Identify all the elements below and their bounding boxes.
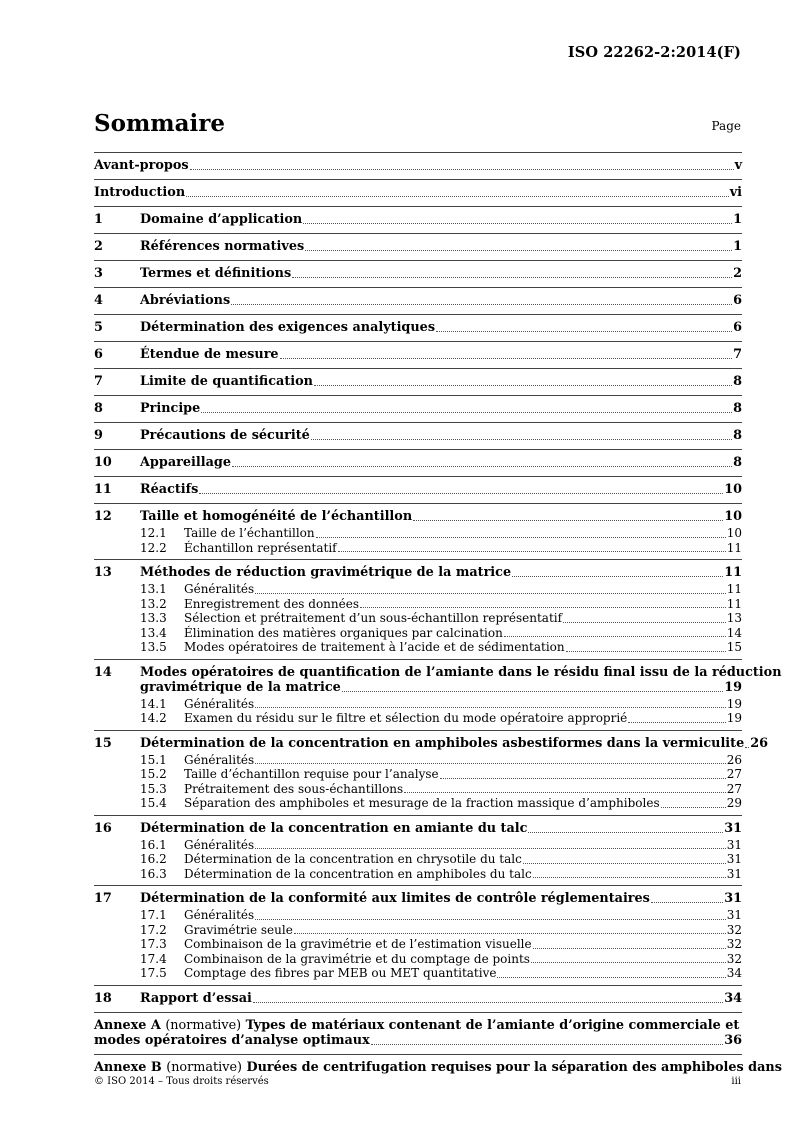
toc-entry-page: 8 [733, 401, 742, 416]
toc-section [94, 288, 742, 314]
toc-entry-number: 1 [94, 212, 103, 227]
toc-entry[interactable] [94, 986, 742, 1008]
toc-leader [253, 1002, 723, 1003]
toc-subentry-number: 15.4 [140, 796, 167, 810]
toc-leader [255, 848, 726, 849]
document-reference: ISO 22262-2:2014(F) [567, 44, 741, 61]
toc-section [94, 660, 782, 730]
toc-section [94, 731, 769, 815]
toc-entry[interactable] [94, 660, 782, 680]
toc-entry-page: 26 [750, 735, 769, 751]
toc-subentry[interactable] [94, 640, 742, 655]
toc-entry-page: 31 [724, 891, 742, 906]
toc-subentry-page: 31 [726, 866, 742, 881]
toc-subentry[interactable] [94, 838, 742, 853]
toc-subentry[interactable] [94, 597, 742, 612]
toc-entry-label: Rapport d’essai [140, 990, 252, 1006]
toc-subentry[interactable] [94, 541, 742, 556]
toc-subentry-page: 31 [726, 908, 742, 922]
toc-subentry-page: 19 [726, 711, 742, 725]
toc-subentry-label: Comptage des fibres par MEB ou MET quantitative [184, 966, 497, 980]
toc-section [94, 342, 742, 368]
toc-entry-label: Détermination de la conformité aux limites de contrôle réglementaires [140, 891, 650, 906]
toc-entry[interactable] [94, 153, 742, 175]
toc-subentry-page: 14 [726, 625, 742, 640]
toc-leader [404, 792, 726, 793]
toc-subentry-number: 13.3 [140, 611, 167, 625]
toc-leader [338, 551, 726, 552]
toc-section [94, 396, 742, 422]
toc-section [94, 369, 742, 395]
toc-entry-number: 4 [94, 293, 103, 308]
toc-subentry-number: 16.2 [140, 852, 167, 866]
toc-subentry-page: 31 [726, 852, 742, 866]
toc-leader [661, 807, 726, 808]
toc-leader [255, 919, 726, 920]
toc-leader [255, 763, 726, 764]
toc-leader [504, 636, 726, 637]
toc-subentry-number: 17.3 [140, 937, 167, 951]
toc-leader [531, 962, 726, 963]
toc-entry-label: Avant-propos [94, 158, 189, 173]
toc-leader [292, 277, 732, 278]
toc-subentry-page: 29 [726, 796, 742, 810]
toc-leader [294, 933, 726, 934]
toc-subentry-number: 17.1 [140, 908, 167, 922]
toc-subentry[interactable] [94, 697, 742, 712]
toc-section [94, 560, 742, 659]
toc-annex [94, 1055, 782, 1079]
toc-entry-page: 8 [733, 455, 742, 470]
toc-entry[interactable] [94, 423, 742, 445]
toc-subentry-number: 12.2 [140, 540, 167, 555]
toc-subentry-label: Prétraitement des sous-échantillons [184, 781, 404, 796]
toc-entry-label: Taille et homogénéité de l’échantillon [140, 509, 413, 524]
toc-entry-number: 9 [94, 428, 103, 443]
toc-subentry-page: 32 [726, 937, 742, 951]
toc-subentry[interactable] [94, 753, 742, 768]
toc-entry[interactable] [94, 261, 742, 283]
toc-subentry-label: Échantillon représentatif [184, 540, 337, 555]
toc-leader [190, 169, 734, 170]
toc-subentry-label: Généralités [184, 696, 255, 711]
toc-subentry-page: 19 [726, 696, 742, 711]
toc-entry-page: 31 [724, 820, 742, 836]
toc-subentry-number: 13.2 [140, 596, 167, 611]
toc-subentry-number: 12.1 [140, 526, 167, 540]
toc-subentry-label: Combinaison de la gravimétrie et du comptage de points [184, 951, 530, 966]
toc-leader [440, 778, 726, 779]
toc-entry[interactable] [94, 207, 742, 229]
toc-section [94, 261, 742, 287]
toc-subentry-number: 17.5 [140, 966, 167, 980]
toc-entry-page: 6 [733, 293, 742, 308]
toc-subentry[interactable] [94, 611, 742, 626]
toc-subentry-number: 17.2 [140, 922, 167, 937]
toc-leader [497, 977, 725, 978]
toc-entry-number: 16 [94, 820, 112, 836]
toc-subentry-label: Modes opératoires de traitement à l’acide et de sédimentation [184, 640, 565, 654]
toc-subentry-page: 34 [726, 966, 742, 980]
toc-entry-page: 6 [733, 320, 742, 335]
toc-entry-label: Détermination de la concentration en amiante du talc [140, 820, 528, 836]
toc-entry-number: 7 [94, 374, 103, 389]
toc-entry-number: 10 [94, 455, 112, 470]
toc-entry-page: 1 [733, 212, 742, 227]
toc-section [94, 234, 742, 260]
toc-entry-number: 2 [94, 239, 103, 254]
toc-entry-continued[interactable] [94, 680, 742, 697]
toc-section [94, 816, 742, 886]
toc-subentry-number: 16.1 [140, 837, 167, 852]
toc-entry-label: Méthodes de réduction gravimétrique de la matrice [140, 565, 512, 580]
toc-entry-number: 11 [94, 482, 112, 497]
toc-entry-number: 6 [94, 347, 103, 362]
toc-entry-label: Références normatives [140, 239, 305, 254]
toc-section [94, 477, 742, 503]
toc-entry-label: Précautions de sécurité [140, 428, 310, 443]
toc-entry-label: Domaine d’application [140, 212, 303, 227]
toc-subentry-label: Sélection et prétraitement d’un sous-échantillon représentatif [184, 611, 563, 625]
toc-leader [303, 223, 732, 224]
toc-subentry-page: 31 [726, 837, 742, 852]
toc-annex-entry[interactable] [94, 1055, 782, 1075]
toc-leader [342, 691, 723, 692]
annex-title-continued: modes opératoires d’analyse optimaux [94, 1032, 370, 1048]
toc-entry-label: Réactifs [140, 482, 199, 497]
toc-entry-number: 8 [94, 401, 103, 416]
toc-entry-page: 11 [724, 565, 742, 580]
toc-leader [628, 722, 725, 723]
toc-subentry-number: 13.5 [140, 640, 167, 654]
toc-entry-label: Introduction [94, 185, 186, 200]
toc-leader [231, 304, 732, 305]
toc-entry-page: 7 [733, 347, 742, 362]
page-title: Sommaire [94, 110, 226, 137]
toc-entry-number: 3 [94, 266, 103, 281]
toc-subentry[interactable] [94, 526, 742, 541]
toc-entry-label-continued: gravimétrique de la matrice [140, 679, 341, 695]
toc-subentry[interactable] [94, 796, 742, 811]
toc-annex [94, 1013, 742, 1054]
toc-subentry-label: Détermination de la concentration en amphiboles du talc [184, 866, 532, 881]
toc-subentry-label: Généralités [184, 837, 255, 852]
toc-entry[interactable] [94, 504, 742, 526]
toc-subentry-number: 15.3 [140, 781, 167, 796]
toc-entry[interactable] [94, 477, 742, 499]
toc-subentry-label: Taille d’échantillon requise pour l’analyse [184, 767, 439, 781]
toc-entry-number: 18 [94, 990, 112, 1006]
toc-subentry[interactable] [94, 923, 742, 938]
toc-entry[interactable] [94, 731, 769, 753]
toc-subentry[interactable] [94, 582, 742, 597]
toc-annex-entry-continued[interactable] [94, 1033, 742, 1050]
table-of-contents [94, 152, 782, 1079]
toc-section [94, 423, 742, 449]
toc-leader [201, 412, 732, 413]
toc-subentry[interactable] [94, 908, 742, 923]
toc-subentry-label: Enregistrement des données [184, 596, 359, 611]
toc-subentry-page: 11 [726, 596, 742, 611]
toc-subentry-number: 16.3 [140, 866, 167, 881]
toc-entry-label: Limite de quantification [140, 374, 313, 389]
toc-entry-label: Termes et définitions [140, 266, 292, 281]
toc-entry[interactable] [94, 234, 742, 256]
toc-annex-label [94, 1018, 739, 1033]
toc-subentry[interactable] [94, 952, 742, 967]
toc-leader [232, 466, 732, 467]
toc-section [94, 207, 742, 233]
toc-entry[interactable] [94, 315, 742, 337]
toc-entry-page: 34 [724, 990, 742, 1006]
toc-entry[interactable] [94, 288, 742, 310]
toc-entry-page: 8 [733, 428, 742, 443]
toc-entry-label: Étendue de mesure [140, 347, 279, 362]
footer-page-number: iii [731, 1076, 741, 1087]
toc-section [94, 315, 742, 341]
toc-entry-page: vi [729, 185, 742, 200]
footer-copyright: © ISO 2014 – Tous droits réservés [94, 1076, 269, 1087]
toc-subentry-label: Détermination de la concentration en chrysotile du talc [184, 852, 522, 866]
toc-subentry-label: Séparation des amphiboles et mesurage de la fraction massique d’amphiboles [184, 796, 660, 810]
toc-leader [186, 196, 729, 197]
toc-leader [255, 707, 726, 708]
toc-entry-label: Détermination de la concentration en amphiboles asbestiformes dans la vermiculite [140, 735, 745, 751]
toc-subentry-label: Généralités [184, 908, 255, 922]
toc-leader [305, 250, 732, 251]
toc-section [94, 986, 742, 1012]
toc-leader [280, 358, 733, 359]
toc-entry-number: 13 [94, 565, 112, 580]
toc-leader [311, 439, 732, 440]
toc-subentry-label: Taille de l’échantillon [184, 526, 315, 540]
toc-entry-number: 15 [94, 735, 112, 751]
toc-subentry-page: 13 [726, 611, 742, 625]
toc-subentry[interactable] [94, 711, 742, 726]
toc-subentry[interactable] [94, 767, 742, 782]
toc-annex-page: 36 [724, 1032, 742, 1048]
toc-entry[interactable] [94, 396, 742, 418]
toc-subentry[interactable] [94, 626, 742, 641]
toc-entry-page: v [734, 158, 742, 173]
toc-leader [651, 902, 723, 903]
toc-leader [436, 331, 732, 332]
toc-entry[interactable] [94, 816, 742, 838]
toc-subentry[interactable] [94, 867, 742, 882]
toc-entry-label: Appareillage [140, 455, 231, 470]
toc-subentry-page: 11 [726, 582, 742, 596]
toc-subentry-page: 10 [726, 526, 742, 540]
toc-section [94, 450, 742, 476]
toc-entry-number: 17 [94, 891, 112, 906]
toc-leader [528, 832, 723, 833]
toc-subentry-number: 13.1 [140, 582, 167, 596]
toc-entry-page: 10 [724, 482, 742, 497]
annex-prefix: Annexe B [94, 1059, 162, 1075]
toc-entry-label: Détermination des exigences analytiques [140, 320, 436, 335]
annex-kind: (normative) [165, 1017, 242, 1033]
toc-subentry-number: 15.2 [140, 767, 167, 781]
toc-leader [523, 863, 726, 864]
toc-subentry-page: 32 [726, 922, 742, 937]
toc-entry-page: 10 [724, 509, 742, 524]
toc-leader [413, 520, 723, 521]
toc-subentry-number: 13.4 [140, 625, 167, 640]
toc-section [94, 504, 742, 559]
toc-entry-page: 19 [724, 679, 742, 695]
toc-entry[interactable] [94, 369, 742, 391]
toc-subentry-label: Examen du résidu sur le filtre et sélection du mode opératoire approprié [184, 711, 628, 725]
toc-subentry-label: Généralités [184, 582, 255, 596]
toc-entry-number: 14 [94, 664, 112, 680]
toc-subentry-label: Combinaison de la gravimétrie et de l’estimation visuelle [184, 937, 532, 951]
toc-entry-label: Modes opératoires de quantification de l’amiante dans le résidu final issu de la réduction [140, 664, 782, 680]
toc-subentry-number: 15.1 [140, 752, 167, 767]
toc-subentry-page: 27 [726, 767, 742, 781]
toc-entry-number: 12 [94, 509, 112, 524]
toc-leader [314, 385, 732, 386]
toc-leader [360, 607, 726, 608]
toc-entry-page: 2 [733, 266, 742, 281]
toc-leader [512, 576, 723, 577]
toc-subentry-number: 17.4 [140, 951, 167, 966]
toc-annex-entry[interactable] [94, 1013, 742, 1033]
toc-subentry-page: 26 [726, 752, 742, 767]
toc-entry-label: Abréviations [140, 293, 231, 308]
toc-leader [316, 537, 726, 538]
toc-subentry[interactable] [94, 782, 742, 797]
toc-subentry[interactable] [94, 966, 742, 981]
toc-subentry-label: Généralités [184, 752, 255, 767]
toc-leader [533, 948, 726, 949]
toc-entry[interactable] [94, 180, 742, 202]
toc-section [94, 180, 742, 206]
toc-entry-label: Principe [140, 401, 201, 416]
toc-subentry-page: 11 [726, 540, 742, 555]
toc-annex-label [94, 1060, 782, 1075]
toc-subentry-number: 14.2 [140, 711, 167, 725]
toc-subentry-label: Élimination des matières organiques par calcination [184, 625, 503, 640]
toc-subentry[interactable] [94, 852, 742, 867]
annex-kind: (normative) [166, 1059, 243, 1075]
annex-prefix: Annexe A [94, 1017, 161, 1033]
toc-subentry-number: 14.1 [140, 696, 167, 711]
toc-leader [563, 622, 726, 623]
toc-entry[interactable] [94, 886, 742, 908]
annex-title: Types de matériaux contenant de l’amiante d’origine commerciale et [245, 1017, 740, 1033]
toc-subentry-page: 32 [726, 951, 742, 966]
page-column-label: Page [711, 119, 741, 133]
toc-subentry[interactable] [94, 937, 742, 952]
toc-entry[interactable] [94, 342, 742, 364]
toc-entry-number: 5 [94, 320, 103, 335]
toc-leader [533, 877, 726, 878]
toc-entry[interactable] [94, 450, 742, 472]
toc-entry-page: 8 [733, 374, 742, 389]
toc-entry[interactable] [94, 560, 742, 582]
toc-subentry-page: 15 [726, 640, 742, 654]
toc-leader [199, 493, 723, 494]
annex-title: Durées de centrifugation requises pour la séparation des amphiboles dans [246, 1059, 782, 1075]
toc-leader [255, 593, 726, 594]
toc-leader [745, 747, 749, 748]
toc-subentry-page: 27 [726, 781, 742, 796]
toc-leader [371, 1044, 723, 1045]
toc-section [94, 886, 742, 985]
toc-subentry-label: Gravimétrie seule [184, 922, 293, 937]
toc-entry-page: 1 [733, 239, 742, 254]
toc-section [94, 153, 742, 179]
toc-leader [566, 651, 726, 652]
